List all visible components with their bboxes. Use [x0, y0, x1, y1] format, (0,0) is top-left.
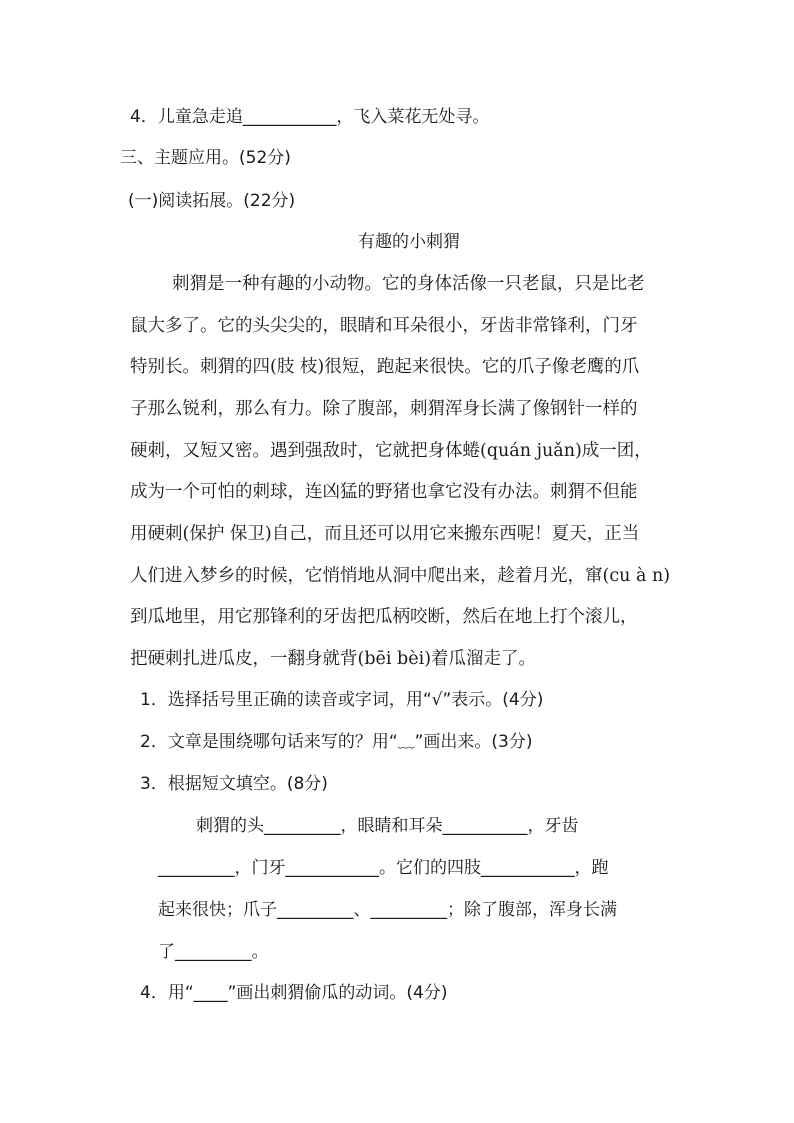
passage-line-10: 把硬刺扎进瓜皮，一翻身就背(bēi bèi)着瓜溜走了。	[130, 649, 537, 669]
question-3-fill-line-4: 了_________。	[158, 942, 269, 962]
question-1: 1．选择括号里正确的读音或字词，用“√”表示。(4分)	[140, 690, 544, 710]
passage-line-5: 硬刺，又短又密。遇到强敌时，它就把身体蜷(quán juǎn)成一团，	[130, 441, 652, 461]
section-3-title: 三、主题应用。(52分)	[120, 148, 291, 168]
question-4-previous: 4．儿童急走追___________，飞入菜花无处寻。	[130, 107, 490, 127]
passage-line-7: 用硬刺(保护 保卫)自己，而且还可以用它来搬东西呢！夏天，正当	[130, 524, 640, 544]
passage-line-1: 刺猬是一种有趣的小动物。它的身体活像一只老鼠，只是比老	[172, 274, 645, 294]
question-2: 2．文章是围绕哪句话来写的？用“﹏”画出来。(3分)	[140, 732, 533, 752]
question-4: 4．用“____”画出刺猬偷瓜的动词。(4分)	[140, 983, 448, 1003]
passage-line-2: 鼠大多了。它的头尖尖的，眼睛和耳朵很小，牙齿非常锋利，门牙	[130, 316, 638, 336]
passage-line-9: 到瓜地里，用它那锋利的牙齿把瓜柄咬断，然后在地上打个滚儿，	[130, 607, 638, 627]
passage-line-8: 人们进入梦乡的时候，它悄悄地从洞中爬出来，趁着月光，窜(cu à n)	[130, 566, 671, 586]
question-3: 3．根据短文填空。(8分)	[140, 774, 328, 794]
question-3-fill-line-2: _________，门牙___________。它们的四肢___________，跑	[158, 858, 609, 878]
question-3-fill-line-1: 刺猬的头_________，眼睛和耳朵__________，牙齿	[196, 816, 579, 836]
passage-line-6: 成为一个可怕的刺球，连凶猛的野猪也拿它没有办法。刺猬不但能	[130, 482, 638, 502]
passage-title: 有趣的小刺猬	[358, 232, 460, 252]
passage-line-3: 特别长。刺猬的四(肢 枝)很短，跑起来很快。它的爪子像老鹰的爪	[130, 357, 640, 377]
part-1-title: (一)阅读拓展。(22分)	[128, 191, 296, 211]
question-3-fill-line-3: 起来很快；爪子_________、_________；除了腹部，浑身长满	[158, 900, 617, 920]
passage-line-4: 子那么锐利，那么有力。除了腹部，刺猬浑身长满了像钢针一样的	[130, 399, 638, 419]
